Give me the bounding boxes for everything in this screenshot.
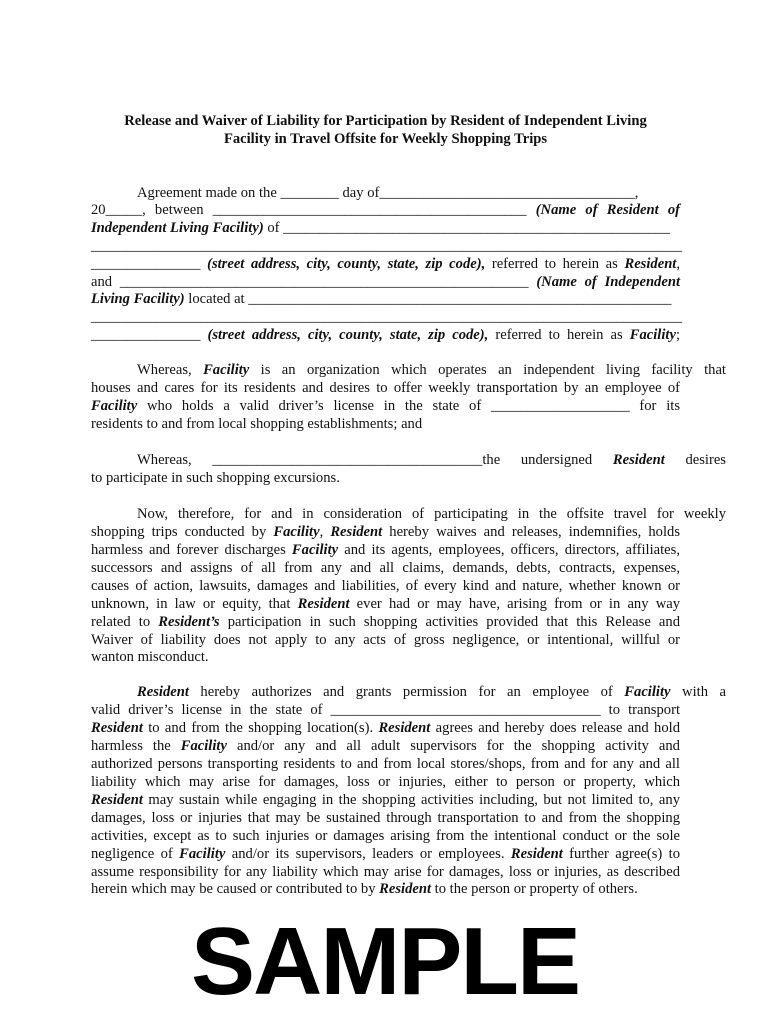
emphasized-term: (street address, city, county, state, zip code), <box>207 256 486 272</box>
emphasized-term: (Name of Independent <box>536 274 681 290</box>
text-line <box>91 219 680 237</box>
emphasized-term: Facility <box>291 542 339 558</box>
text-segment: referred to herein as <box>485 256 625 272</box>
text-segment: may sustain while engaging in the shopping activities including, but not limited to, any <box>142 792 680 808</box>
text-segment: referred to herein as <box>488 327 630 343</box>
text-segment: causes of action, lawsuits, damages and liabilities, of every kind and nature, whether known or <box>91 578 680 594</box>
emphasized-term: Facility <box>624 684 671 700</box>
text-segment: Waiver of liability does not apply to any acts of gross negligence, or intentional, willful or <box>91 632 680 648</box>
text-segment: _________________________________________________________________________________ <box>91 238 683 254</box>
text-line <box>91 845 680 863</box>
emphasized-term: Resident <box>297 596 350 612</box>
emphasized-term: Facility <box>91 398 138 414</box>
emphasized-term: Resident <box>378 720 431 736</box>
text-segment: negligence of <box>91 846 180 862</box>
text-line <box>91 613 680 631</box>
text-segment: , <box>319 524 331 540</box>
text-segment: and/or its supervisors, leaders or employees. <box>225 846 511 862</box>
emphasized-term: Resident <box>379 881 432 897</box>
text-segment: to participate in such shopping excursions. <box>91 470 340 486</box>
text-segment: valid driver’s license in the state of _____________________________________ to transport <box>91 702 680 718</box>
sample-watermark: SAMPLE <box>190 908 580 1015</box>
emphasized-term: Resident’s <box>158 614 220 630</box>
text-line <box>91 308 683 326</box>
text-segment: _________________________________________________________________________________ <box>91 309 683 325</box>
emphasized-term: Resident <box>137 684 189 700</box>
text-segment: and ________________________________________________________ <box>91 274 537 290</box>
text-segment: activities, except as to such injuries or damages arising from the intentional conduct or the sole <box>91 828 680 844</box>
text-line <box>91 791 680 809</box>
document-title-line-2: Facility in Travel Offsite for Weekly Shopping Trips <box>223 131 548 147</box>
text-line <box>91 631 680 649</box>
text-segment: desires <box>664 452 726 468</box>
emphasized-term: Living Facility) <box>91 291 185 307</box>
text-line <box>91 595 680 613</box>
emphasized-term: Resident <box>91 720 143 736</box>
text-line <box>91 397 680 415</box>
text-line <box>91 326 680 344</box>
text-segment: unknown, in law or equity, that <box>91 596 298 612</box>
text-segment: with a <box>670 684 726 700</box>
text-line <box>91 451 726 469</box>
text-line <box>91 255 680 273</box>
text-segment: damages, loss or injuries that may be sustained through transportation to and from the shopping <box>91 810 680 826</box>
text-segment: harmless the <box>91 738 181 754</box>
text-line <box>91 201 680 219</box>
text-segment: houses and cares for its residents and desires to offer weekly transportation by an employee of <box>91 380 680 396</box>
emphasized-term: Resident <box>624 256 677 272</box>
text-segment: hereby waives and releases, indemnifies, holds <box>382 524 680 540</box>
text-line <box>91 701 680 719</box>
text-line <box>91 755 680 773</box>
text-line <box>91 273 680 291</box>
emphasized-term: Resident <box>510 846 563 862</box>
emphasized-term: Resident <box>612 452 665 468</box>
text-segment: assume responsibility for any liability which may arise for damages, loss or injuries, as described <box>91 864 680 880</box>
text-segment: Now, therefore, for and in consideration of participating in the offsite travel for weekly <box>137 506 726 522</box>
text-line <box>91 415 680 433</box>
emphasized-term: (street address, city, county, state, zip code), <box>207 327 489 343</box>
text-segment: residents to and from local shopping establishments; and <box>91 416 423 432</box>
text-segment: harmless and forever discharges <box>91 542 292 558</box>
emphasized-term: Facility <box>273 524 320 540</box>
emphasized-term: Facility <box>180 738 227 754</box>
text-line <box>91 773 680 791</box>
text-segment: and its agents, employees, officers, directors, affiliates, <box>338 542 680 558</box>
text-segment: liability which may arise for damages, loss or injuries, either to person or property, which <box>91 774 680 790</box>
emphasized-term: Facility <box>179 846 226 862</box>
text-segment: related to <box>91 614 159 630</box>
text-segment: _______________ <box>91 256 208 272</box>
text-segment: shopping trips conducted by <box>91 524 274 540</box>
text-segment: _______________ <box>91 327 208 343</box>
emphasized-term: Resident <box>91 792 143 808</box>
text-segment: wanton misconduct. <box>91 649 209 665</box>
text-segment: ever had or may have, arising from or in any way <box>349 596 681 612</box>
text-line <box>91 719 680 737</box>
text-segment: and/or any and all adult supervisors for the shopping activity and <box>226 738 680 754</box>
text-segment: authorized persons transporting residents to and from local stores/shops, from and for any and all <box>91 756 680 772</box>
emphasized-term: (Name of Resident of <box>535 202 680 218</box>
text-segment: , <box>676 256 681 272</box>
text-segment: Whereas, <box>137 362 204 378</box>
text-segment: agrees and hereby does release and hold <box>430 720 680 736</box>
text-line <box>91 505 726 523</box>
text-segment: Agreement made on the ________ day of___________________________________, <box>137 185 639 201</box>
emphasized-term: Facility <box>203 362 250 378</box>
text-line <box>91 237 683 255</box>
text-segment: of _____________________________________________________ <box>263 220 670 236</box>
text-segment: to and from the shopping location(s). <box>142 720 379 736</box>
text-line <box>91 559 680 577</box>
text-line <box>91 648 680 666</box>
emphasized-term: Facility <box>629 327 676 343</box>
text-line <box>91 290 680 308</box>
text-segment: participation in such shopping activities provided that this Release and <box>219 614 680 630</box>
text-line <box>91 379 680 397</box>
text-line <box>91 683 726 701</box>
text-segment: located at __________________________________________________________ <box>184 291 672 307</box>
text-line <box>91 541 680 559</box>
text-segment: ; <box>675 327 680 343</box>
text-segment: successors and assigns of all from any and all claims, demands, debts, contracts, expenses, <box>91 560 680 576</box>
text-segment: hereby authorizes and grants permission for an employee of <box>188 684 625 700</box>
text-line <box>91 809 680 827</box>
text-segment: Whereas, _____________________________________the undersigned <box>137 452 613 468</box>
text-line <box>91 827 680 845</box>
text-line <box>91 737 680 755</box>
text-segment: to the person or property of others. <box>431 881 638 897</box>
text-segment: herein which may be caused or contributed to by <box>91 881 380 897</box>
document-title-line-1: Release and Waiver of Liability for Participation by Resident of Independent Living <box>124 113 647 129</box>
emphasized-term: Resident <box>330 524 383 540</box>
text-segment: who holds a valid driver’s license in the state of ___________________ for its <box>137 398 680 414</box>
text-line <box>91 361 726 379</box>
emphasized-term: Independent Living Facility) <box>91 220 264 236</box>
text-line <box>91 469 680 487</box>
text-line <box>91 523 680 541</box>
text-line <box>91 184 680 202</box>
text-line <box>91 577 680 595</box>
text-segment: is an organization which operates an independent living facility that <box>249 362 726 378</box>
text-line <box>91 863 680 881</box>
text-line <box>91 880 680 898</box>
text-segment: further agree(s) to <box>562 846 680 862</box>
text-segment: 20_____, between ___________________________________________ <box>91 202 536 218</box>
